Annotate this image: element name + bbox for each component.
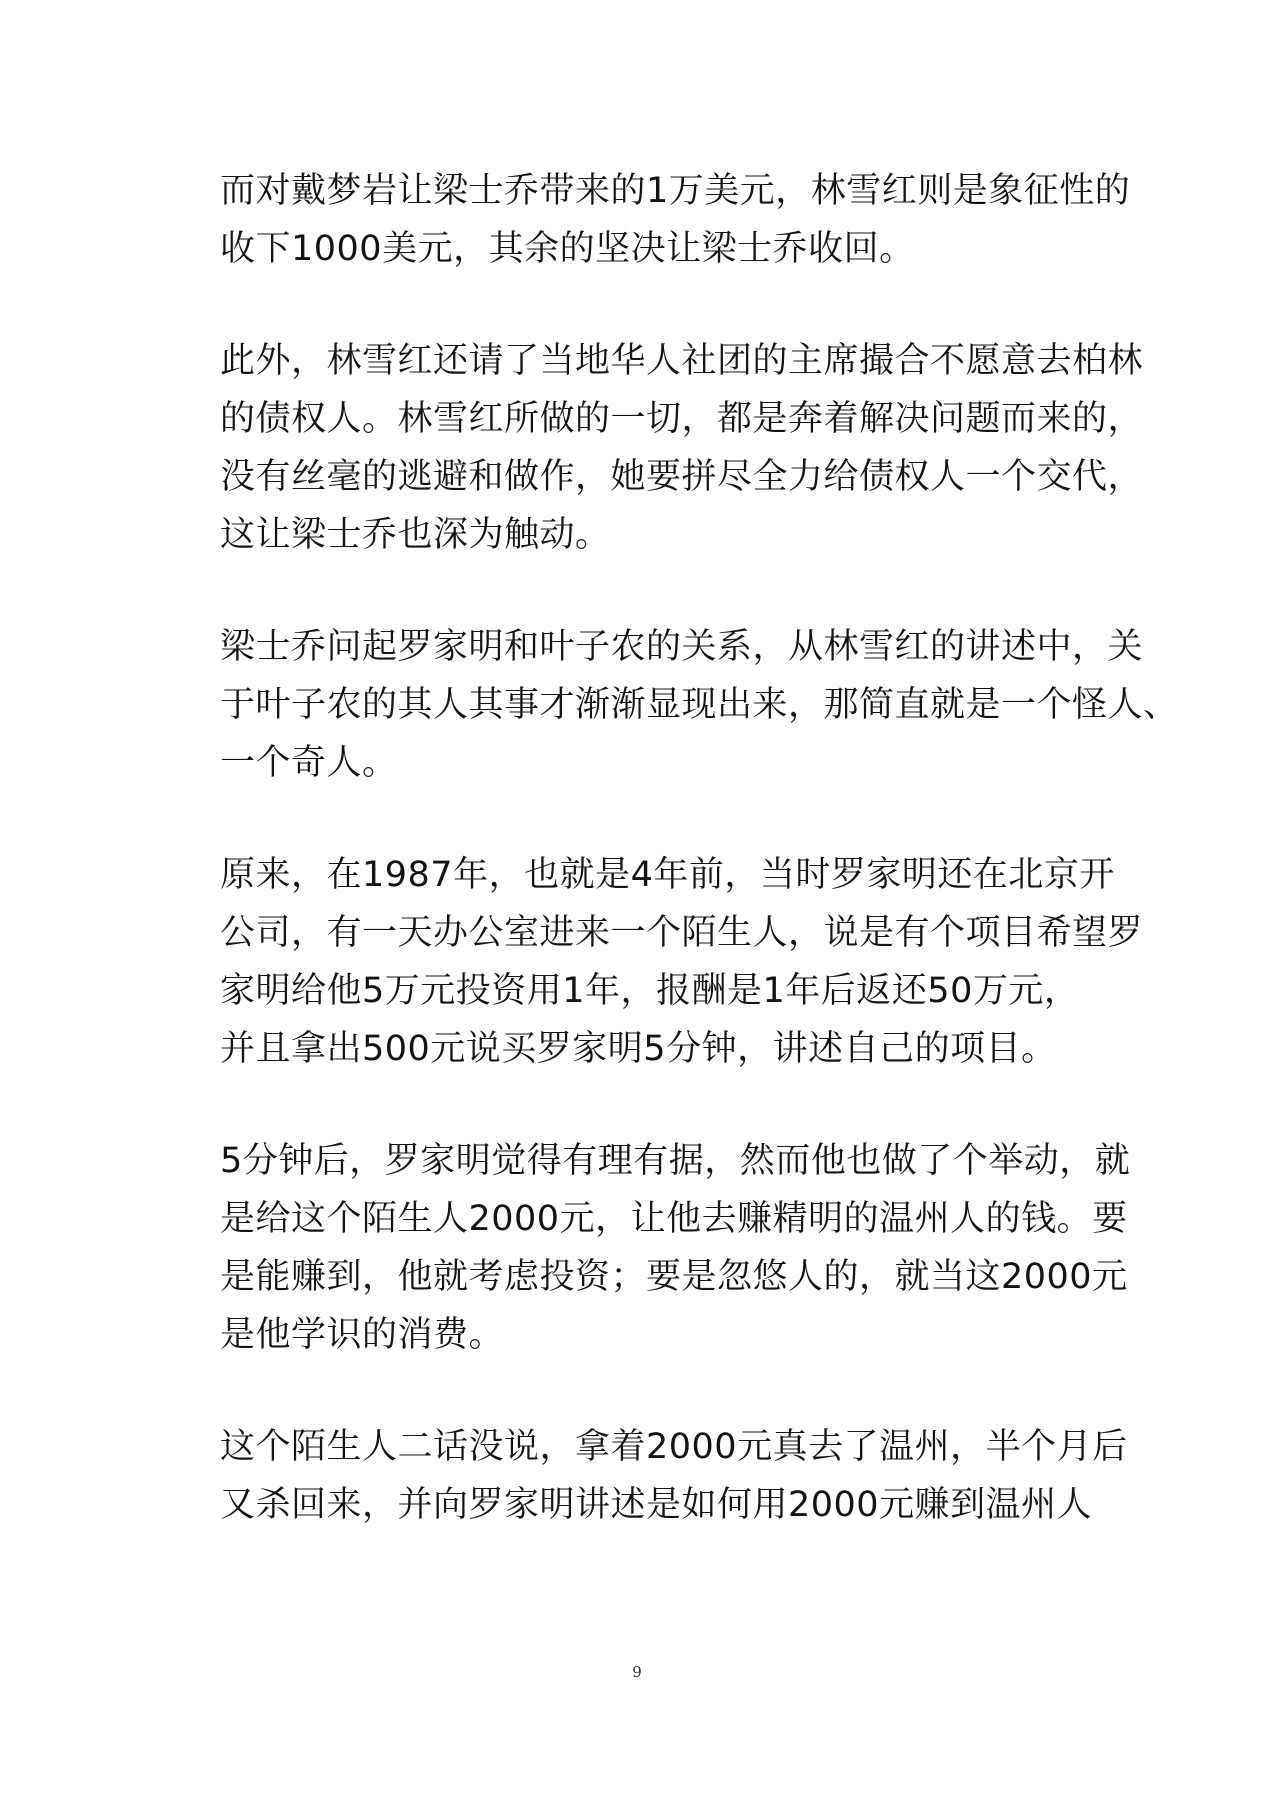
- text-line: 又杀回来，并向罗家明讲述是如何用2000元赚到温州人: [220, 1485, 1093, 1525]
- text-line: 公司，有一天办公室进来一个陌生人，说是有个项目希望罗: [220, 913, 1144, 953]
- paragraph-5: [220, 1132, 1131, 1364]
- text-line: 5分钟后，罗家明觉得有理有据，然而他也做了个举动，就: [220, 1141, 1131, 1181]
- text-line: 的债权人。林雪红所做的一切，都是奔着解决问题而来的，: [220, 399, 1144, 439]
- text-line: 家明给他5万元投资用1年，报酬是1年后返还50万元，: [220, 971, 1080, 1011]
- text-line: 收下1000美元，其余的坚决让梁士乔收回。: [220, 229, 915, 269]
- paragraph-4: [220, 846, 1144, 1078]
- text-line: 这个陌生人二话没说，拿着2000元真去了温州，半个月后: [220, 1427, 1128, 1467]
- text-line: 于叶子农的其人其事才渐渐显现出来，那简直就是一个怪人、: [220, 685, 1179, 725]
- text-line: 是他学识的消费。: [220, 1315, 505, 1355]
- text-line: 此外，林雪红还请了当地华人社团的主席撮合不愿意去柏林: [220, 341, 1144, 381]
- text-line: 并且拿出500元说买罗家明5分钟，讲述自己的项目。: [220, 1029, 1057, 1069]
- text-line: 梁士乔问起罗家明和叶子农的关系，从林雪红的讲述中，关: [220, 627, 1144, 667]
- text-line: 原来，在1987年，也就是4年前，当时罗家明还在北京开: [220, 855, 1115, 895]
- text-line: 是能赚到，他就考虑投资；要是忽悠人的，就当这2000元: [220, 1257, 1128, 1297]
- paragraph-6: [220, 1418, 1128, 1534]
- text-line: 一个奇人。: [220, 743, 398, 783]
- paragraph-2: [220, 332, 1144, 564]
- text-line: 而对戴梦岩让梁士乔带来的1万美元，林雪红则是象征性的: [220, 171, 1131, 211]
- body-text: [220, 162, 1179, 1534]
- paragraph-3: [220, 618, 1179, 792]
- text-line: 是给这个陌生人2000元，让他去赚精明的温州人的钱。要: [220, 1199, 1128, 1239]
- text-line: 没有丝毫的逃避和做作，她要拼尽全力给债权人一个交代，: [220, 457, 1144, 497]
- paragraph-1: [220, 162, 1131, 278]
- page-number: 9: [632, 1663, 642, 1681]
- text-line: 这让梁士乔也深为触动。: [220, 515, 611, 555]
